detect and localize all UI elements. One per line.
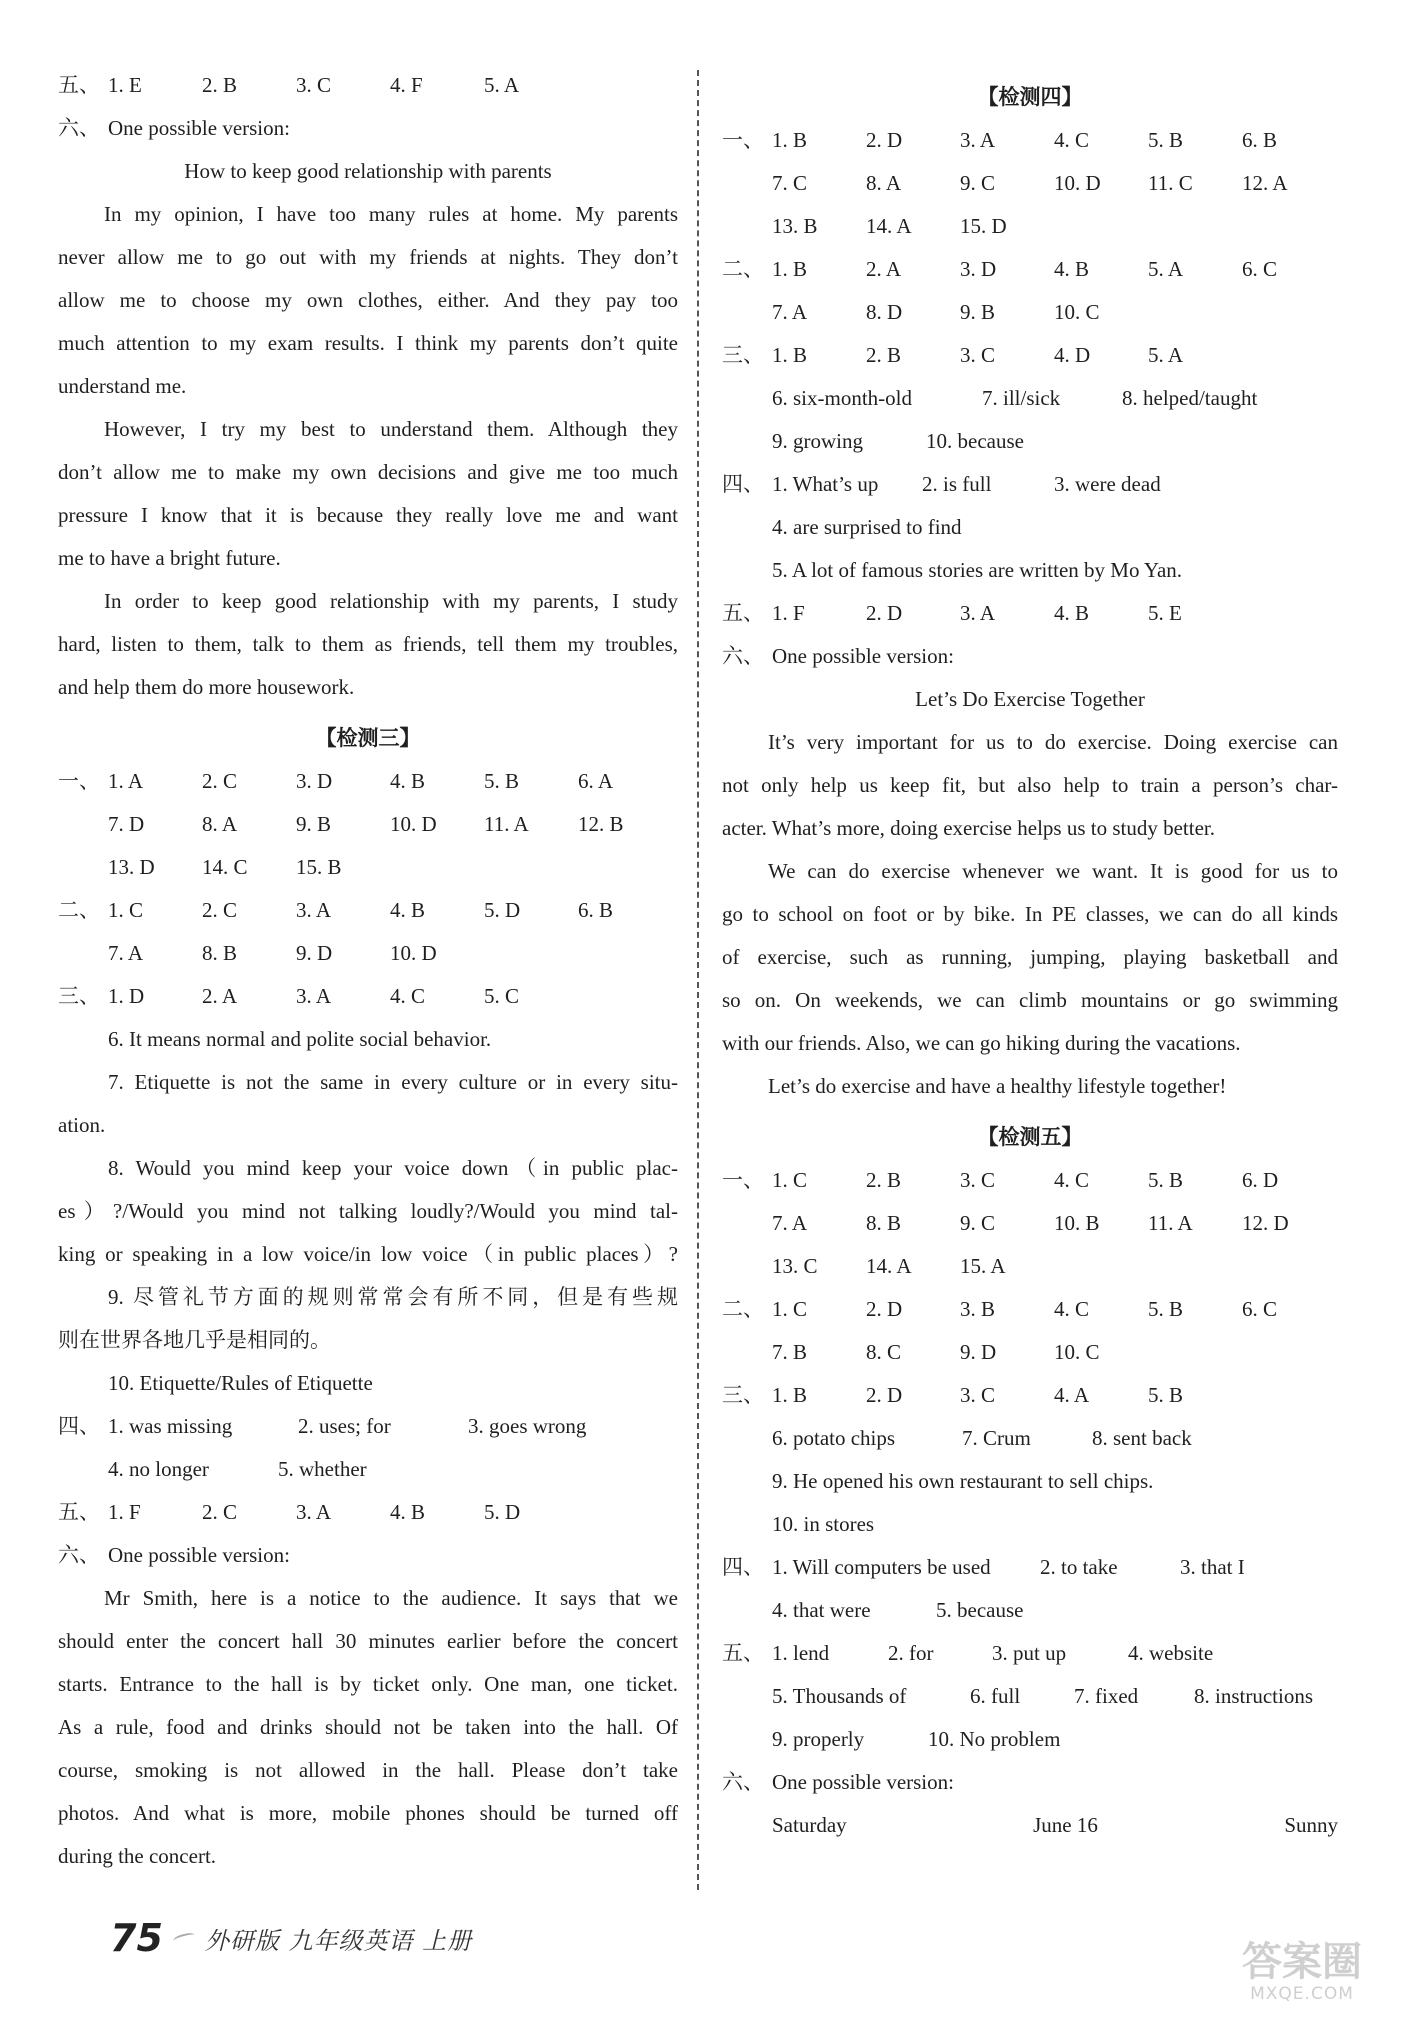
answer: 7. ill/sick — [982, 386, 1061, 410]
answer: 11. A — [484, 812, 529, 836]
section-label: 四、 — [722, 472, 764, 496]
answer: 5. B — [1148, 1383, 1184, 1407]
answer: 4. that were — [772, 1598, 871, 1622]
answer: 5. because — [936, 1598, 1024, 1622]
answer: 1. C — [108, 898, 144, 922]
answer: 10. D — [390, 941, 437, 965]
answer: 3. that I — [1180, 1555, 1245, 1579]
answer-line: 10. Etiquette/Rules of Etiquette — [108, 1371, 373, 1395]
answer: 3. put up — [992, 1641, 1067, 1665]
answer-row — [58, 975, 678, 1018]
answer: 5. A — [1148, 343, 1184, 367]
answer-line: 则在世界各地几乎是相同的。 — [58, 1328, 331, 1352]
answer: 9. D — [296, 941, 333, 965]
answer: 7. B — [772, 1340, 808, 1364]
answer: 7. A — [772, 1211, 808, 1235]
version-note: One possible version: — [772, 1770, 954, 1794]
answer: 4. C — [1054, 128, 1090, 152]
answer: 6. B — [1242, 128, 1278, 152]
answer: 4. B — [390, 1500, 426, 1524]
right-column — [722, 76, 1338, 1847]
answer: 3. goes wrong — [468, 1414, 587, 1438]
answer: 15. A — [960, 1254, 1006, 1278]
section-label: 六、 — [58, 1543, 100, 1567]
section-label: 六、 — [722, 1770, 764, 1794]
section-label: 一、 — [722, 1168, 764, 1192]
essay-line: photos. And what is more, mobile phones should be turned off — [58, 1801, 678, 1825]
answer: 4. website — [1128, 1641, 1214, 1665]
answer: 2. uses; for — [298, 1414, 391, 1438]
section-label: 二、 — [58, 898, 100, 922]
answer: 4. D — [1054, 343, 1091, 367]
answer: 12. B — [578, 812, 624, 836]
answer: 7. C — [772, 171, 808, 195]
answer-row — [58, 889, 678, 932]
answer: 10. D — [390, 812, 437, 836]
answer-row — [722, 1718, 1338, 1761]
answer: 7. fixed — [1074, 1684, 1139, 1708]
essay-line: so on. On weekends, we can climb mountains or go swimming — [722, 988, 1338, 1012]
answer: 4. B — [1054, 257, 1090, 281]
section-label: 四、 — [722, 1555, 764, 1579]
answer: 8. A — [202, 812, 238, 836]
answer: 14. C — [202, 855, 248, 879]
answer: 9. C — [960, 1211, 996, 1235]
answer: 2. B — [866, 1168, 902, 1192]
answer: 3. were dead — [1054, 472, 1161, 496]
essay-line: In order to keep good relationship with my parents, I study — [104, 589, 678, 613]
answer: 3. A — [296, 898, 332, 922]
answer-row — [722, 377, 1338, 420]
answer: 6. potato chips — [772, 1426, 896, 1450]
answer-line: 10. in stores — [772, 1512, 875, 1536]
answer: 15. D — [960, 214, 1007, 238]
answer: 10. No problem — [928, 1727, 1061, 1751]
answer-row — [58, 64, 678, 107]
answer-row — [58, 1405, 678, 1448]
essay-line: We can do exercise whenever we want. It is good for us to — [768, 859, 1338, 883]
section-label: 二、 — [722, 257, 764, 281]
answer-row — [722, 592, 1338, 635]
answer-row — [722, 420, 1338, 463]
section-label: 三、 — [58, 984, 100, 1008]
answer-row — [722, 1546, 1338, 1589]
answer-row — [58, 932, 678, 975]
answer: 1. B — [772, 343, 808, 367]
essay-line: much attention to my exam results. I think my parents don’t quite — [58, 331, 678, 355]
answer: 9. D — [960, 1340, 997, 1364]
answer: 1. was missing — [108, 1414, 233, 1438]
answer: 3. C — [960, 343, 996, 367]
essay-line: with our friends. Also, we can go hiking during the vacations. — [722, 1031, 1241, 1055]
answer: 9. B — [960, 300, 996, 324]
answer: 2. D — [866, 128, 903, 152]
answer: 4. B — [390, 898, 426, 922]
answer: 7. D — [108, 812, 145, 836]
answer-row — [722, 119, 1338, 162]
version-note: One possible version: — [108, 116, 290, 140]
essay-title: How to keep good relationship with parents — [184, 159, 552, 183]
answer: 8. B — [866, 1211, 902, 1235]
essay-line: However, I try my best to understand them. Although they — [104, 417, 678, 441]
essay-line: pressure I know that it is because they really love me and want — [58, 503, 678, 527]
answer: 1. C — [772, 1168, 808, 1192]
essay-line: It’s very important for us to do exercise. Doing exercise can — [768, 730, 1338, 754]
answer-row — [722, 162, 1338, 205]
answer: 1. A — [108, 769, 144, 793]
answer: 3. D — [960, 257, 997, 281]
answer: 10. C — [1054, 300, 1100, 324]
answer-row — [722, 1589, 1338, 1632]
answer: 11. A — [1148, 1211, 1193, 1235]
answer: 2. D — [866, 601, 903, 625]
essay-line: hard, listen to them, talk to them as friends, tell them my troubles, — [58, 632, 678, 656]
section-heading: 【检测四】 — [977, 85, 1083, 109]
page-footer — [110, 1908, 472, 1968]
essay-line: understand me. — [58, 374, 187, 398]
answer: 12. A — [1242, 171, 1288, 195]
answer: 10. C — [1054, 1340, 1100, 1364]
left-column — [58, 64, 678, 1878]
watermark-url: MXQE.COM — [1250, 1984, 1354, 2004]
answer-line: ation. — [58, 1113, 106, 1137]
answer-row — [722, 1245, 1338, 1288]
answer-row — [722, 1761, 1338, 1804]
site-watermark — [1222, 1940, 1382, 2008]
answer: 3. B — [960, 1297, 996, 1321]
answer: 4. C — [390, 984, 426, 1008]
answer: 8. C — [866, 1340, 902, 1364]
answer: 4. no longer — [108, 1457, 209, 1481]
answer: 14. A — [866, 1254, 912, 1278]
answer-row — [58, 846, 678, 889]
answer: 3. C — [296, 73, 332, 97]
answer: 1. What’s up — [772, 472, 879, 496]
answer: 5. D — [484, 1500, 521, 1524]
diary-date: June 16 — [1033, 1813, 1098, 1837]
answer: 9. B — [296, 812, 332, 836]
section-label: 六、 — [58, 116, 100, 140]
answer: 5. B — [1148, 1168, 1184, 1192]
answer: 1. E — [108, 73, 142, 97]
column-divider — [697, 70, 699, 1890]
answer: 6. C — [1242, 1297, 1278, 1321]
answer-line: 9. He opened his own restaurant to sell chips. — [772, 1469, 1154, 1493]
answer: 4. C — [1054, 1168, 1090, 1192]
answer: 1. B — [772, 1383, 808, 1407]
essay-line: during the concert. — [58, 1844, 217, 1868]
answer-row — [722, 334, 1338, 377]
answer: 2. A — [866, 257, 902, 281]
answer-row — [58, 760, 678, 803]
essay-line: allow me to choose my own clothes, either. And they pay too — [58, 288, 678, 312]
section-label: 五、 — [722, 1641, 764, 1665]
decorative-swoosh-icon — [172, 1931, 195, 1944]
section-heading: 【检测五】 — [977, 1125, 1083, 1149]
answer: 4. F — [390, 73, 423, 97]
answer: 14. A — [866, 214, 912, 238]
diary-weather: Sunny — [1284, 1813, 1338, 1837]
answer: 2. for — [888, 1641, 934, 1665]
essay-line: don’t allow me to make my own decisions and give me too much — [58, 460, 678, 484]
answer: 2. D — [866, 1297, 903, 1321]
answer: 13. D — [108, 855, 155, 879]
answer: 10. D — [1054, 171, 1101, 195]
answer: 3. D — [296, 769, 333, 793]
section-label: 五、 — [58, 73, 100, 97]
answer: 1. lend — [772, 1641, 830, 1665]
answer: 3. A — [296, 1500, 332, 1524]
answer: 2. D — [866, 1383, 903, 1407]
answer-row — [58, 1448, 678, 1491]
answer: 2. B — [202, 73, 238, 97]
answer: 2. C — [202, 898, 238, 922]
answer: 6. full — [970, 1684, 1021, 1708]
answer: 2. to take — [1040, 1555, 1118, 1579]
answer-line: es）?/Would you mind not talking loudly?/Would you mind tal- — [58, 1199, 678, 1223]
essay-line: In my opinion, I have too many rules at home. My parents — [104, 202, 678, 226]
essay-line: not only help us keep fit, but also help to train a person’s char- — [722, 773, 1338, 797]
answer: 5. B — [1148, 1297, 1184, 1321]
essay-line: me to have a bright future. — [58, 546, 281, 570]
answer: 10. B — [1054, 1211, 1100, 1235]
answer: 5. whether — [278, 1457, 367, 1481]
version-note: One possible version: — [772, 644, 954, 668]
essay-line: and help them do more housework. — [58, 675, 355, 699]
essay-title: Let’s Do Exercise Together — [915, 687, 1145, 711]
answer: 5. A — [484, 73, 520, 97]
essay-line: should enter the concert hall 30 minutes earlier before the concert — [58, 1629, 678, 1653]
answer: 3. A — [960, 601, 996, 625]
answer: 8. B — [202, 941, 238, 965]
answer: 4. B — [1054, 601, 1090, 625]
section-label: 六、 — [722, 644, 764, 668]
answer: 6. C — [1242, 257, 1278, 281]
answer: 1. F — [108, 1500, 141, 1524]
answer: 5. E — [1148, 601, 1182, 625]
version-note: One possible version: — [108, 1543, 290, 1567]
answer: 13. B — [772, 214, 818, 238]
answer: 5. B — [1148, 128, 1184, 152]
answer-row — [58, 803, 678, 846]
answer: 4. A — [1054, 1383, 1090, 1407]
diary-day: Saturday — [772, 1813, 847, 1837]
section-label: 五、 — [722, 601, 764, 625]
section-heading: 【检测三】 — [315, 726, 421, 750]
answer: 2. C — [202, 1500, 238, 1524]
answer: 2. is full — [922, 472, 992, 496]
answer: 5. D — [484, 898, 521, 922]
answer: 4. B — [390, 769, 426, 793]
section-label: 一、 — [722, 128, 764, 152]
essay-line: go to school on foot or by bike. In PE classes, we can do all kinds — [722, 902, 1338, 926]
answer-row — [58, 107, 678, 150]
answer: 6. B — [578, 898, 614, 922]
section-label: 五、 — [58, 1500, 100, 1524]
answer: 1. D — [108, 984, 145, 1008]
watermark-logo: 答案圈 — [1242, 1939, 1362, 1985]
diary-header — [722, 1804, 1338, 1847]
answer-row — [722, 1331, 1338, 1374]
answer: 10. because — [926, 429, 1024, 453]
answer: 8. helped/taught — [1122, 386, 1258, 410]
answer: 9. properly — [772, 1727, 865, 1751]
answer-row — [722, 205, 1338, 248]
answer: 3. C — [960, 1383, 996, 1407]
answer: 7. A — [772, 300, 808, 324]
answer: 4. C — [1054, 1297, 1090, 1321]
answer: 2. C — [202, 769, 238, 793]
essay-line: Mr Smith, here is a notice to the audience. It says that we — [104, 1586, 678, 1610]
answer: 5. C — [484, 984, 520, 1008]
answer: 5. A — [1148, 257, 1184, 281]
answer-line: 9. 尽管礼节方面的规则常常会有所不同，但是有些规 — [108, 1285, 678, 1309]
answer: 1. F — [772, 601, 805, 625]
answer-line: 4. are surprised to find — [772, 515, 962, 539]
answer-row — [722, 463, 1338, 506]
answer: 3. A — [960, 128, 996, 152]
answer: 12. D — [1242, 1211, 1289, 1235]
answer: 9. C — [960, 171, 996, 195]
answer: 6. six-month-old — [772, 386, 912, 410]
answer: 6. D — [1242, 1168, 1279, 1192]
answer-line: king or speaking in a low voice/in low voice（in public places）? — [58, 1242, 678, 1266]
answer: 1. B — [772, 257, 808, 281]
answer: 11. C — [1148, 171, 1193, 195]
essay-line: of exercise, such as running, jumping, playing basketball and — [722, 945, 1338, 969]
essay-line: starts. Entrance to the hall is by ticket only. One man, one ticket. — [58, 1672, 678, 1696]
essay-line: course, smoking is not allowed in the hall. Please don’t take — [58, 1758, 678, 1782]
essay-line: Let’s do exercise and have a healthy lifestyle together! — [768, 1074, 1227, 1098]
book-title: 外研版 九年级英语 上册 — [204, 1926, 473, 1955]
answer: 3. C — [960, 1168, 996, 1192]
answer-row — [722, 1374, 1338, 1417]
answer-row — [722, 1632, 1338, 1675]
answer-row — [58, 1491, 678, 1534]
answer: 5. B — [484, 769, 520, 793]
answer: 2. A — [202, 984, 238, 1008]
answer-row — [722, 1202, 1338, 1245]
answer-row — [722, 1675, 1338, 1718]
essay-line: As a rule, food and drinks should not be taken into the hall. Of — [58, 1715, 678, 1739]
answer-row — [722, 635, 1338, 678]
essay-line: acter. What’s more, doing exercise helps us to study better. — [722, 816, 1215, 840]
essay-line: never allow me to go out with my friends at nights. They don’t — [58, 245, 678, 269]
answer: 5. Thousands of — [772, 1684, 907, 1708]
answer-row — [722, 248, 1338, 291]
answer: 15. B — [296, 855, 342, 879]
answer: 6. A — [578, 769, 614, 793]
answer-row — [722, 1159, 1338, 1202]
answer: 8. A — [866, 171, 902, 195]
section-label: 三、 — [722, 343, 764, 367]
answer-line: 6. It means normal and polite social behavior. — [108, 1027, 492, 1051]
answer-row — [58, 1534, 678, 1577]
answer-line: 7. Etiquette is not the same in every culture or in every situ- — [108, 1070, 678, 1094]
answer-row — [722, 1288, 1338, 1331]
answer: 13. C — [772, 1254, 818, 1278]
section-label: 三、 — [722, 1383, 764, 1407]
answer: 1. Will computers be used — [772, 1555, 991, 1579]
answer: 3. A — [296, 984, 332, 1008]
answer: 8. D — [866, 300, 903, 324]
answer: 7. A — [108, 941, 144, 965]
answer-row — [722, 291, 1338, 334]
answer-row — [722, 1417, 1338, 1460]
section-label: 二、 — [722, 1297, 764, 1321]
answer: 1. C — [772, 1297, 808, 1321]
answer-line: 8. Would you mind keep your voice down（in public plac- — [108, 1156, 678, 1180]
section-label: 四、 — [58, 1414, 100, 1438]
section-label: 一、 — [58, 769, 100, 793]
answer: 8. sent back — [1092, 1426, 1192, 1450]
answer: 7. Crum — [962, 1426, 1031, 1450]
answer: 2. B — [866, 343, 902, 367]
answer: 8. instructions — [1194, 1684, 1313, 1708]
answer: 1. B — [772, 128, 808, 152]
page-number: 75 — [110, 1916, 163, 1960]
answer-line: 5. A lot of famous stories are written by Mo Yan. — [772, 558, 1183, 582]
answer: 9. growing — [772, 429, 863, 453]
